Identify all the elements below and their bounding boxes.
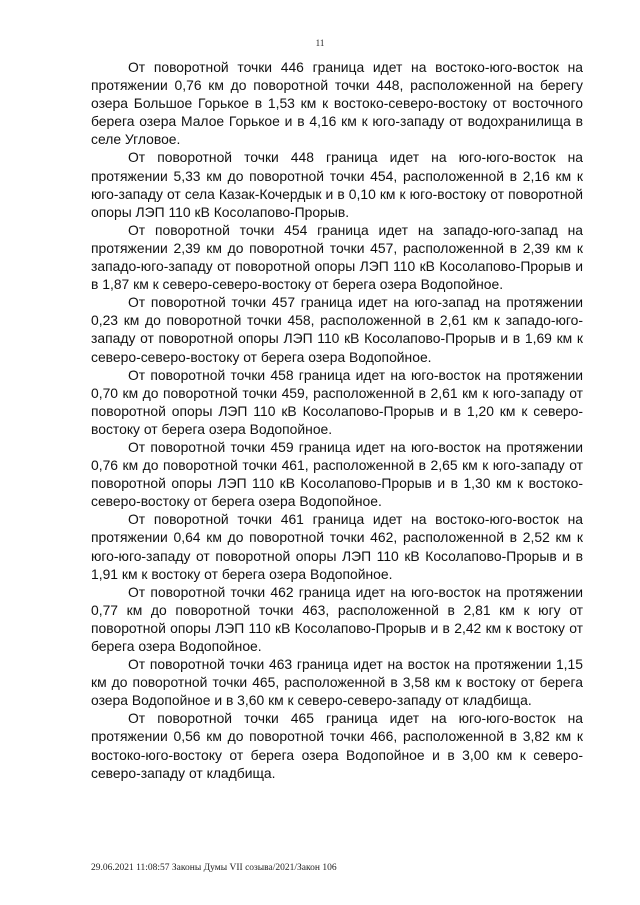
paragraph-point-454: От поворотной точки 454 граница идет на западо-юго-запад на протяжении 2,39 км до поворотной точки 457, расположенной в 2,39 км к западо-юго-западу от поворотной опоры ЛЭП 110 кВ Косолапово-Прорыв и в 1,87 км к северо-северо-востоку от берега озера Водопойное. — [91, 221, 583, 293]
paragraph-point-458: От поворотной точки 458 граница идет на юго-восток на протяжении 0,70 км до поворотной точки 459, расположенной в 2,61 км к юго-западу от поворотной опоры ЛЭП 110 кВ Косолапово-Прорыв и в 1,20 км к северо-востоку от берега озера Водопойное. — [91, 366, 583, 437]
paragraph-point-457: От поворотной точки 457 граница идет на юго-запад на протяжении 0,23 км до поворотной точки 458, расположенной в 2,61 км к западо-юго-западу от поворотной опоры ЛЭП 110 кВ Косолапово-Прорыв и в 1,69 км к северо-северо-востоку от берега озера Водопойное. — [91, 294, 583, 365]
paragraph-point-462: От поворотной точки 462 граница идет на юго-восток на протяжении 0,77 км до поворотной точки 463, расположенной в 2,81 км к югу от поворотной опоры ЛЭП 110 кВ Косолапово-Прорыв и в 2,42 км к востоку от берега озера Водопойное. — [91, 583, 583, 654]
page-number: 11 — [315, 38, 325, 48]
paragraph-point-465: От поворотной точки 465 граница идет на юго-юго-восток на протяжении 0,56 км до поворотной точки 466, расположенной в 3,82 км к востоко-юго-востоку от берега озера Водопойное и в 3,00 км к северо-северо-западу от кладбища. — [91, 710, 583, 781]
document-body — [91, 58, 583, 782]
paragraph-point-463: От поворотной точки 463 граница идет на восток на протяжении 1,15 км до поворотной точки 465, расположенной в 3,58 км к востоку от берега озера Водопойное и в 3,60 км к северо-северо-западу от кладбища. — [91, 656, 583, 709]
paragraph-point-448: От поворотной точки 448 граница идет на юго-юго-восток на протяжении 5,33 км до поворотной точки 454, расположенной в 2,16 км к юго-западу от села Казак-Кочердык и в 0,10 км к юго-востоку от поворотной опоры ЛЭП 110 кВ Косолапово-Прорыв. — [91, 149, 583, 220]
document-footer: 29.06.2021 11:08:57 Законы Думы VII созыва/2021/Закон 106 — [91, 863, 337, 873]
paragraph-point-446: От поворотной точки 446 граница идет на востоко-юго-восток на протяжении 0,76 км до поворотной точки 448, расположенной на берегу озера Большое Горькое в 1,53 км к востоко-северо-востоку от восточного берега озера Малое Горькое и в 4,16 км к юго-западу от водохранилища в селе Угловое. — [91, 59, 583, 148]
paragraph-point-459: От поворотной точки 459 граница идет на юго-восток на протяжении 0,76 км до поворотной точки 461, расположенной в 2,65 км к юго-западу от поворотной опоры ЛЭП 110 кВ Косолапово-Прорыв и в 1,30 км к востоко-северо-востоку от берега озера Водопойное. — [91, 438, 583, 510]
paragraph-point-461: От поворотной точки 461 граница идет на востоко-юго-восток на протяжении 0,64 км до поворотной точки 462, расположенной в 2,52 км к юго-юго-западу от поворотной опоры ЛЭП 110 кВ Косолапово-Прорыв и в 1,91 км к востоку от берега озера Водопойное. — [91, 511, 583, 582]
